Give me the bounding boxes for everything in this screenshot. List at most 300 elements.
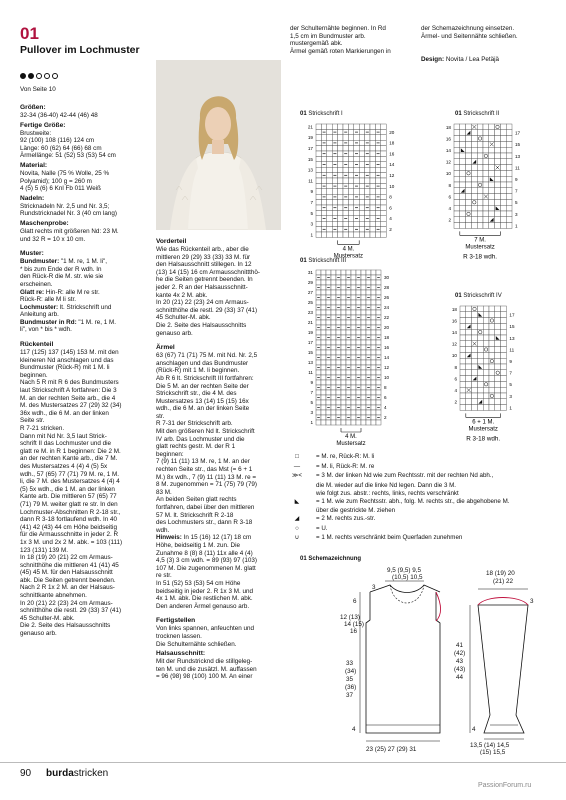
armhole-height-3: 16 — [350, 628, 358, 635]
chart-cell — [471, 199, 477, 205]
chart-cell — [327, 194, 332, 199]
chart-cell — [332, 167, 337, 172]
chart-cell — [331, 340, 336, 345]
text-line: 4x 1 M. abk. Die restlichen M. abk. — [156, 595, 253, 603]
chart-cell — [338, 205, 343, 210]
side-height-2: (34) — [345, 668, 357, 675]
chart-cell — [495, 405, 501, 411]
chart-cell — [346, 280, 351, 285]
chart-cell — [477, 352, 483, 358]
row-number: 1 — [310, 232, 313, 238]
chart-cell — [341, 300, 346, 305]
chart-cell — [483, 165, 489, 171]
row-number: 6 — [389, 205, 392, 211]
chart-cell — [489, 165, 495, 171]
text-line: des Mustersatzes 4 (4) 4 (5) 5x — [20, 462, 108, 470]
chart-cell — [466, 376, 472, 382]
chart-cell — [460, 170, 466, 176]
chart-cell — [361, 370, 366, 375]
chart-cell — [341, 405, 346, 410]
chart-cell — [483, 335, 489, 341]
chart-cell — [506, 136, 512, 142]
legend-row — [290, 534, 560, 542]
chart-cell — [327, 232, 332, 237]
chart-cell — [366, 310, 371, 315]
row-number: 14 — [445, 148, 451, 153]
chart-cell — [483, 347, 489, 353]
chart-cell — [361, 400, 366, 405]
chart-cell — [477, 341, 483, 347]
repeat-bracket — [460, 231, 501, 235]
chart-cell — [321, 315, 326, 320]
chart-cell — [343, 135, 348, 140]
text-line: 32-34 (36-40) 42-44 (46) 48 — [20, 112, 98, 119]
chart-cell — [370, 210, 375, 215]
chart-cell — [466, 153, 472, 159]
chart-cell — [359, 151, 364, 156]
chart-cell — [371, 365, 376, 370]
chart-cell — [348, 194, 353, 199]
row-number: 13 — [307, 360, 313, 365]
chart-cell — [348, 129, 353, 134]
chart-cell — [466, 318, 472, 324]
chart-cell — [336, 290, 341, 295]
chart-cell — [316, 183, 321, 188]
chart-cell — [359, 146, 364, 151]
chart-cell — [477, 376, 483, 382]
text-line: M.) 8x wdh., 7 (9) 11 (11) 13 M. re = — [156, 473, 257, 481]
chart-cell — [371, 355, 376, 360]
chart-cell — [466, 165, 472, 171]
chart-cell — [346, 340, 351, 345]
chart-cell — [460, 376, 466, 382]
chart-cell — [351, 405, 356, 410]
text-line: Nach 5 R mit R 6 des Bundmusters — [20, 379, 119, 387]
chart-cell — [472, 387, 478, 393]
chart-cell — [506, 147, 512, 153]
row-number: 20 — [389, 129, 395, 135]
chart-cell — [500, 147, 506, 153]
chart-cell — [500, 223, 506, 229]
chart-cell — [370, 194, 375, 199]
chart-cell — [370, 167, 375, 172]
legend-text: = 3 M. der linken Nd wie zum Rechtsstr. mit der rechten Nd abh., — [316, 472, 494, 479]
chart-cell — [338, 135, 343, 140]
chart-cell — [351, 415, 356, 420]
chart-cell — [501, 358, 507, 364]
text-line: und 32 R = 10 x 10 cm. — [20, 235, 86, 243]
page-number: 90 — [20, 768, 32, 779]
chart-cell — [381, 200, 386, 205]
chart-1-title — [300, 111, 343, 117]
text-line: kleineren Nd anschlagen und das — [20, 356, 114, 364]
chart-cell — [321, 325, 326, 330]
chart-cell — [348, 232, 353, 237]
chart-cell — [471, 153, 477, 159]
row-number: 12 — [389, 173, 395, 178]
chart-cell — [371, 290, 376, 295]
text-line: 117 (125) 137 (145) 153 M. mit den — [20, 349, 119, 357]
text-line: schnittkante abnehmen. — [20, 592, 87, 600]
chart-cell — [346, 300, 351, 305]
text-line: Glatt rechts mit größeren Nd: 23 M. — [20, 227, 119, 235]
chart-cell — [338, 146, 343, 151]
chart-cell — [326, 330, 331, 335]
chart-cell — [361, 280, 366, 285]
chart-cell — [346, 320, 351, 325]
chart-cell — [471, 194, 477, 200]
text-line: erscheinen. — [20, 280, 53, 288]
chart-cell — [495, 147, 501, 153]
chart-cell — [375, 178, 380, 183]
chart-cell — [489, 205, 495, 211]
chart-cell — [361, 305, 366, 310]
row-number: 7 — [515, 188, 518, 194]
chart-cell — [371, 360, 376, 365]
text-line: 8 M. zugenommen = 71 (75) 79 (79) — [156, 481, 257, 489]
chart-cell — [321, 335, 326, 340]
chart-cell — [466, 364, 472, 370]
text-line: wdh., die 6 M. an der linken Seite — [156, 405, 250, 413]
inline-text: In 15 (16) 12 (17) 18 cm — [181, 534, 252, 542]
row-number: 18 — [445, 124, 451, 130]
chart-cell — [361, 355, 366, 360]
row-number: 11 — [509, 347, 515, 353]
legend-symbol: — — [293, 462, 301, 470]
chart-cell — [331, 400, 336, 405]
row-number: 4 — [384, 405, 387, 410]
row-number: 1 — [509, 405, 512, 411]
chart-cell — [327, 216, 332, 221]
chart-cell — [365, 189, 370, 194]
chart-cell — [506, 194, 512, 200]
text-line: genauso arb. — [20, 630, 57, 638]
chart-cell — [489, 153, 495, 159]
chart-cell — [495, 323, 501, 329]
chart-cell — [495, 211, 501, 217]
repeat-label: 4 M. — [342, 246, 355, 253]
difficulty-dot — [36, 73, 42, 79]
chart-cell — [321, 295, 326, 300]
chart-cell — [321, 385, 326, 390]
chart-cell — [460, 182, 466, 188]
chart-cell — [477, 194, 483, 200]
chart-cell — [331, 375, 336, 380]
row-number: 8 — [389, 194, 392, 200]
chart-cell — [316, 140, 321, 145]
chart-cell — [336, 350, 341, 355]
chart-cell — [489, 159, 495, 165]
text-line: beidseitig in jeder 2. R 1x 3 M. und — [156, 587, 253, 595]
text-line: str. — [156, 412, 165, 420]
text-line: 1x 3 M. und 2x 2 M. abk. = 103 (111) — [20, 538, 123, 546]
chart-cell — [321, 390, 326, 395]
chart-cell — [489, 352, 495, 358]
chart-cell — [351, 380, 356, 385]
chart-cell — [376, 320, 381, 325]
text-line: R 7-21 stricken. — [20, 425, 65, 432]
chart-cell — [376, 330, 381, 335]
chart-cell — [338, 151, 343, 156]
chart-cell — [371, 275, 376, 280]
chart-cell — [331, 330, 336, 335]
chart-cell — [321, 370, 326, 375]
text-line: glatt rechts gestr. M. der R 1 — [156, 443, 236, 451]
text-line: = 96 (98) 98 (100) 100 M. An einer — [156, 673, 253, 681]
chart-cell — [351, 270, 356, 275]
chart-cell — [332, 232, 337, 237]
chart-cell — [331, 315, 336, 320]
inline-label: Bundmuster in Rd: — [20, 318, 77, 326]
chart-cell — [351, 310, 356, 315]
chart-cell — [371, 285, 376, 290]
chart-cell — [346, 420, 351, 425]
chart-cell — [500, 217, 506, 223]
chart-cell — [483, 323, 489, 329]
chart-cell — [466, 182, 472, 188]
chart-cell — [477, 130, 483, 136]
chart-cell — [316, 216, 321, 221]
chart-cell — [316, 178, 321, 183]
chart-cell — [341, 325, 346, 330]
chart-cell — [472, 352, 478, 358]
chart-cell — [331, 385, 336, 390]
chart-cell — [341, 280, 346, 285]
chart-cell — [477, 323, 483, 329]
row-number: 21 — [307, 124, 313, 130]
chart-cell — [338, 183, 343, 188]
text-line: Ärmel gemäß roten Markierungen in — [290, 47, 391, 55]
chart-cell — [351, 295, 356, 300]
chart-cell — [316, 205, 321, 210]
chart-cell — [338, 124, 343, 129]
chart-cell — [366, 350, 371, 355]
row-number: 24 — [384, 305, 390, 310]
chart-cell — [327, 200, 332, 205]
chart-cell — [370, 129, 375, 134]
mustersatz-label: Mustersatz — [336, 441, 366, 447]
chart-cell — [321, 310, 326, 315]
chart-cell — [348, 173, 353, 178]
chart-cell — [316, 129, 321, 134]
chart-cell — [483, 199, 489, 205]
chart-cell — [356, 350, 361, 355]
chart-cell — [466, 347, 472, 353]
chart-cell — [356, 330, 361, 335]
chart-cell — [495, 352, 501, 358]
chart-cell — [316, 210, 321, 215]
text-line: (Rück-R) mit 1 M. li beginnen. — [156, 367, 240, 375]
chart-cell — [454, 130, 460, 136]
chart-cell — [454, 124, 460, 130]
text-line: Mit der Rundstricknd die stillgeleg- — [156, 658, 253, 666]
chart-cell — [454, 188, 460, 194]
chart-cell — [351, 280, 356, 285]
chart-cell — [371, 320, 376, 325]
chart-cell — [506, 176, 512, 182]
chart-cell — [477, 176, 483, 182]
row-number: 10 — [451, 353, 457, 359]
chart-cell — [327, 140, 332, 145]
legend-symbol: ◢ — [294, 515, 300, 522]
chart-cell — [501, 329, 507, 335]
text-line: Nach 2 R 1x 2 M. an der Halsaus- — [20, 584, 115, 592]
chart-cell — [501, 323, 507, 329]
chart-cell — [331, 355, 336, 360]
chart-cell — [371, 280, 376, 285]
chart-cell — [495, 393, 501, 399]
chart-cell — [495, 159, 501, 165]
chart-cell — [466, 199, 472, 205]
chart-cell — [471, 130, 477, 136]
chart-cell — [483, 223, 489, 229]
chart-cell — [356, 420, 361, 425]
chart-cell — [359, 232, 364, 237]
chart-cell — [354, 167, 359, 172]
chart-cell — [327, 129, 332, 134]
text-line: Anleitung arb. — [20, 311, 59, 319]
column-2-text — [156, 236, 286, 681]
chart-cell — [454, 136, 460, 142]
chart-cell — [351, 305, 356, 310]
chart-cell — [361, 330, 366, 335]
chart-grid — [454, 124, 512, 228]
chart-cell — [454, 170, 460, 176]
chart-cell — [346, 310, 351, 315]
chart-cell — [336, 270, 341, 275]
row-number: 11 — [515, 165, 520, 171]
chart-cell — [336, 380, 341, 385]
chart-cell — [346, 270, 351, 275]
chart-cell — [483, 312, 489, 318]
chart-cell — [454, 205, 460, 211]
chart-cell — [371, 325, 376, 330]
chart-cell — [359, 162, 364, 167]
chart-cell — [341, 390, 346, 395]
legend-row — [290, 525, 560, 533]
chart-cell — [483, 141, 489, 147]
chart-cell — [346, 330, 351, 335]
chart-cell — [472, 399, 478, 405]
chart-cell — [466, 170, 472, 176]
chart-cell — [316, 151, 321, 156]
row-number: 12 — [384, 365, 390, 370]
chart-cell — [321, 415, 326, 420]
text-line: Die Schulternähte schließen. — [156, 640, 237, 648]
chart-cell — [489, 306, 495, 312]
chart-cell — [359, 205, 364, 210]
row-number: 13 — [509, 335, 515, 341]
chart-cell — [371, 370, 376, 375]
chart-cell — [371, 350, 376, 355]
text-line: li", von * bis * wdh. — [20, 326, 72, 334]
chart-cell — [346, 370, 351, 375]
text-line — [20, 304, 152, 312]
chart-3-num: 01 — [300, 258, 307, 264]
chart-cell — [472, 318, 478, 324]
design-credit — [421, 56, 499, 64]
chart-cell — [501, 393, 507, 399]
chart-cell — [351, 390, 356, 395]
chart-cell — [500, 165, 506, 171]
chart-cell — [356, 290, 361, 295]
chart-cell — [366, 400, 371, 405]
legend-row — [290, 490, 560, 498]
chart-cell — [460, 136, 466, 142]
section-heading: Muster: — [20, 250, 44, 258]
chart-cell — [341, 310, 346, 315]
section-heading: Material: — [20, 161, 48, 169]
chart-cell — [371, 385, 376, 390]
chart-cell — [370, 146, 375, 151]
chart-cell — [316, 350, 321, 355]
chart-cell — [371, 330, 376, 335]
row-number: 23 — [307, 310, 313, 315]
chart-cell — [495, 335, 501, 341]
chart-cell — [370, 124, 375, 129]
column-4-top-text — [421, 25, 551, 40]
row-number: 12 — [445, 159, 451, 165]
section-heading: Rückenteil — [20, 341, 54, 349]
chart-cell — [454, 176, 460, 182]
chart-cell — [376, 280, 381, 285]
row-number: 5 — [515, 200, 518, 206]
chart-cell — [351, 350, 356, 355]
chart-cell — [460, 141, 466, 147]
chart-cell — [489, 188, 495, 194]
chart-cell — [501, 306, 507, 312]
chart-cell — [321, 178, 326, 183]
chart-grid — [460, 306, 506, 410]
chart-cell — [460, 405, 466, 411]
chart-cell — [316, 360, 321, 365]
chart-cell — [375, 189, 380, 194]
chart-cell — [483, 159, 489, 165]
row-number: 2 — [389, 227, 392, 232]
chart-cell — [338, 162, 343, 167]
chart-cell — [460, 347, 466, 353]
chart-cell — [343, 178, 348, 183]
chart-cell — [348, 140, 353, 145]
text-line: dann R 3-18 fortlaufend wdh. In 40 — [20, 516, 117, 524]
chart-cell — [361, 380, 366, 385]
footer-brand — [46, 768, 108, 779]
chart-cell — [376, 390, 381, 395]
chart-cell — [460, 130, 466, 136]
text-line: genauso arb. — [156, 329, 193, 337]
text-line: beginnen. — [20, 371, 48, 379]
chart-cell — [359, 178, 364, 183]
chart-cell — [361, 310, 366, 315]
chart-cell — [351, 290, 356, 295]
row-number: 16 — [451, 318, 457, 324]
chart-cell — [327, 227, 332, 232]
chart-cell — [506, 124, 512, 130]
legend-row — [290, 482, 560, 490]
row-number: 6 — [448, 194, 451, 200]
chart-cell — [321, 375, 326, 380]
legend-symbol: ≫< — [291, 472, 303, 479]
repeat-note: R 3-18 wdh. — [466, 435, 501, 442]
row-number: 9 — [515, 177, 518, 182]
chart-cell — [371, 405, 376, 410]
text-line: Den anderen Ärmel genauso arb. — [156, 602, 250, 610]
chart-4-title — [455, 293, 502, 299]
chart-cell — [466, 341, 472, 347]
chart-cell — [348, 216, 353, 221]
chart-cell — [321, 275, 326, 280]
chart-cell — [321, 380, 326, 385]
